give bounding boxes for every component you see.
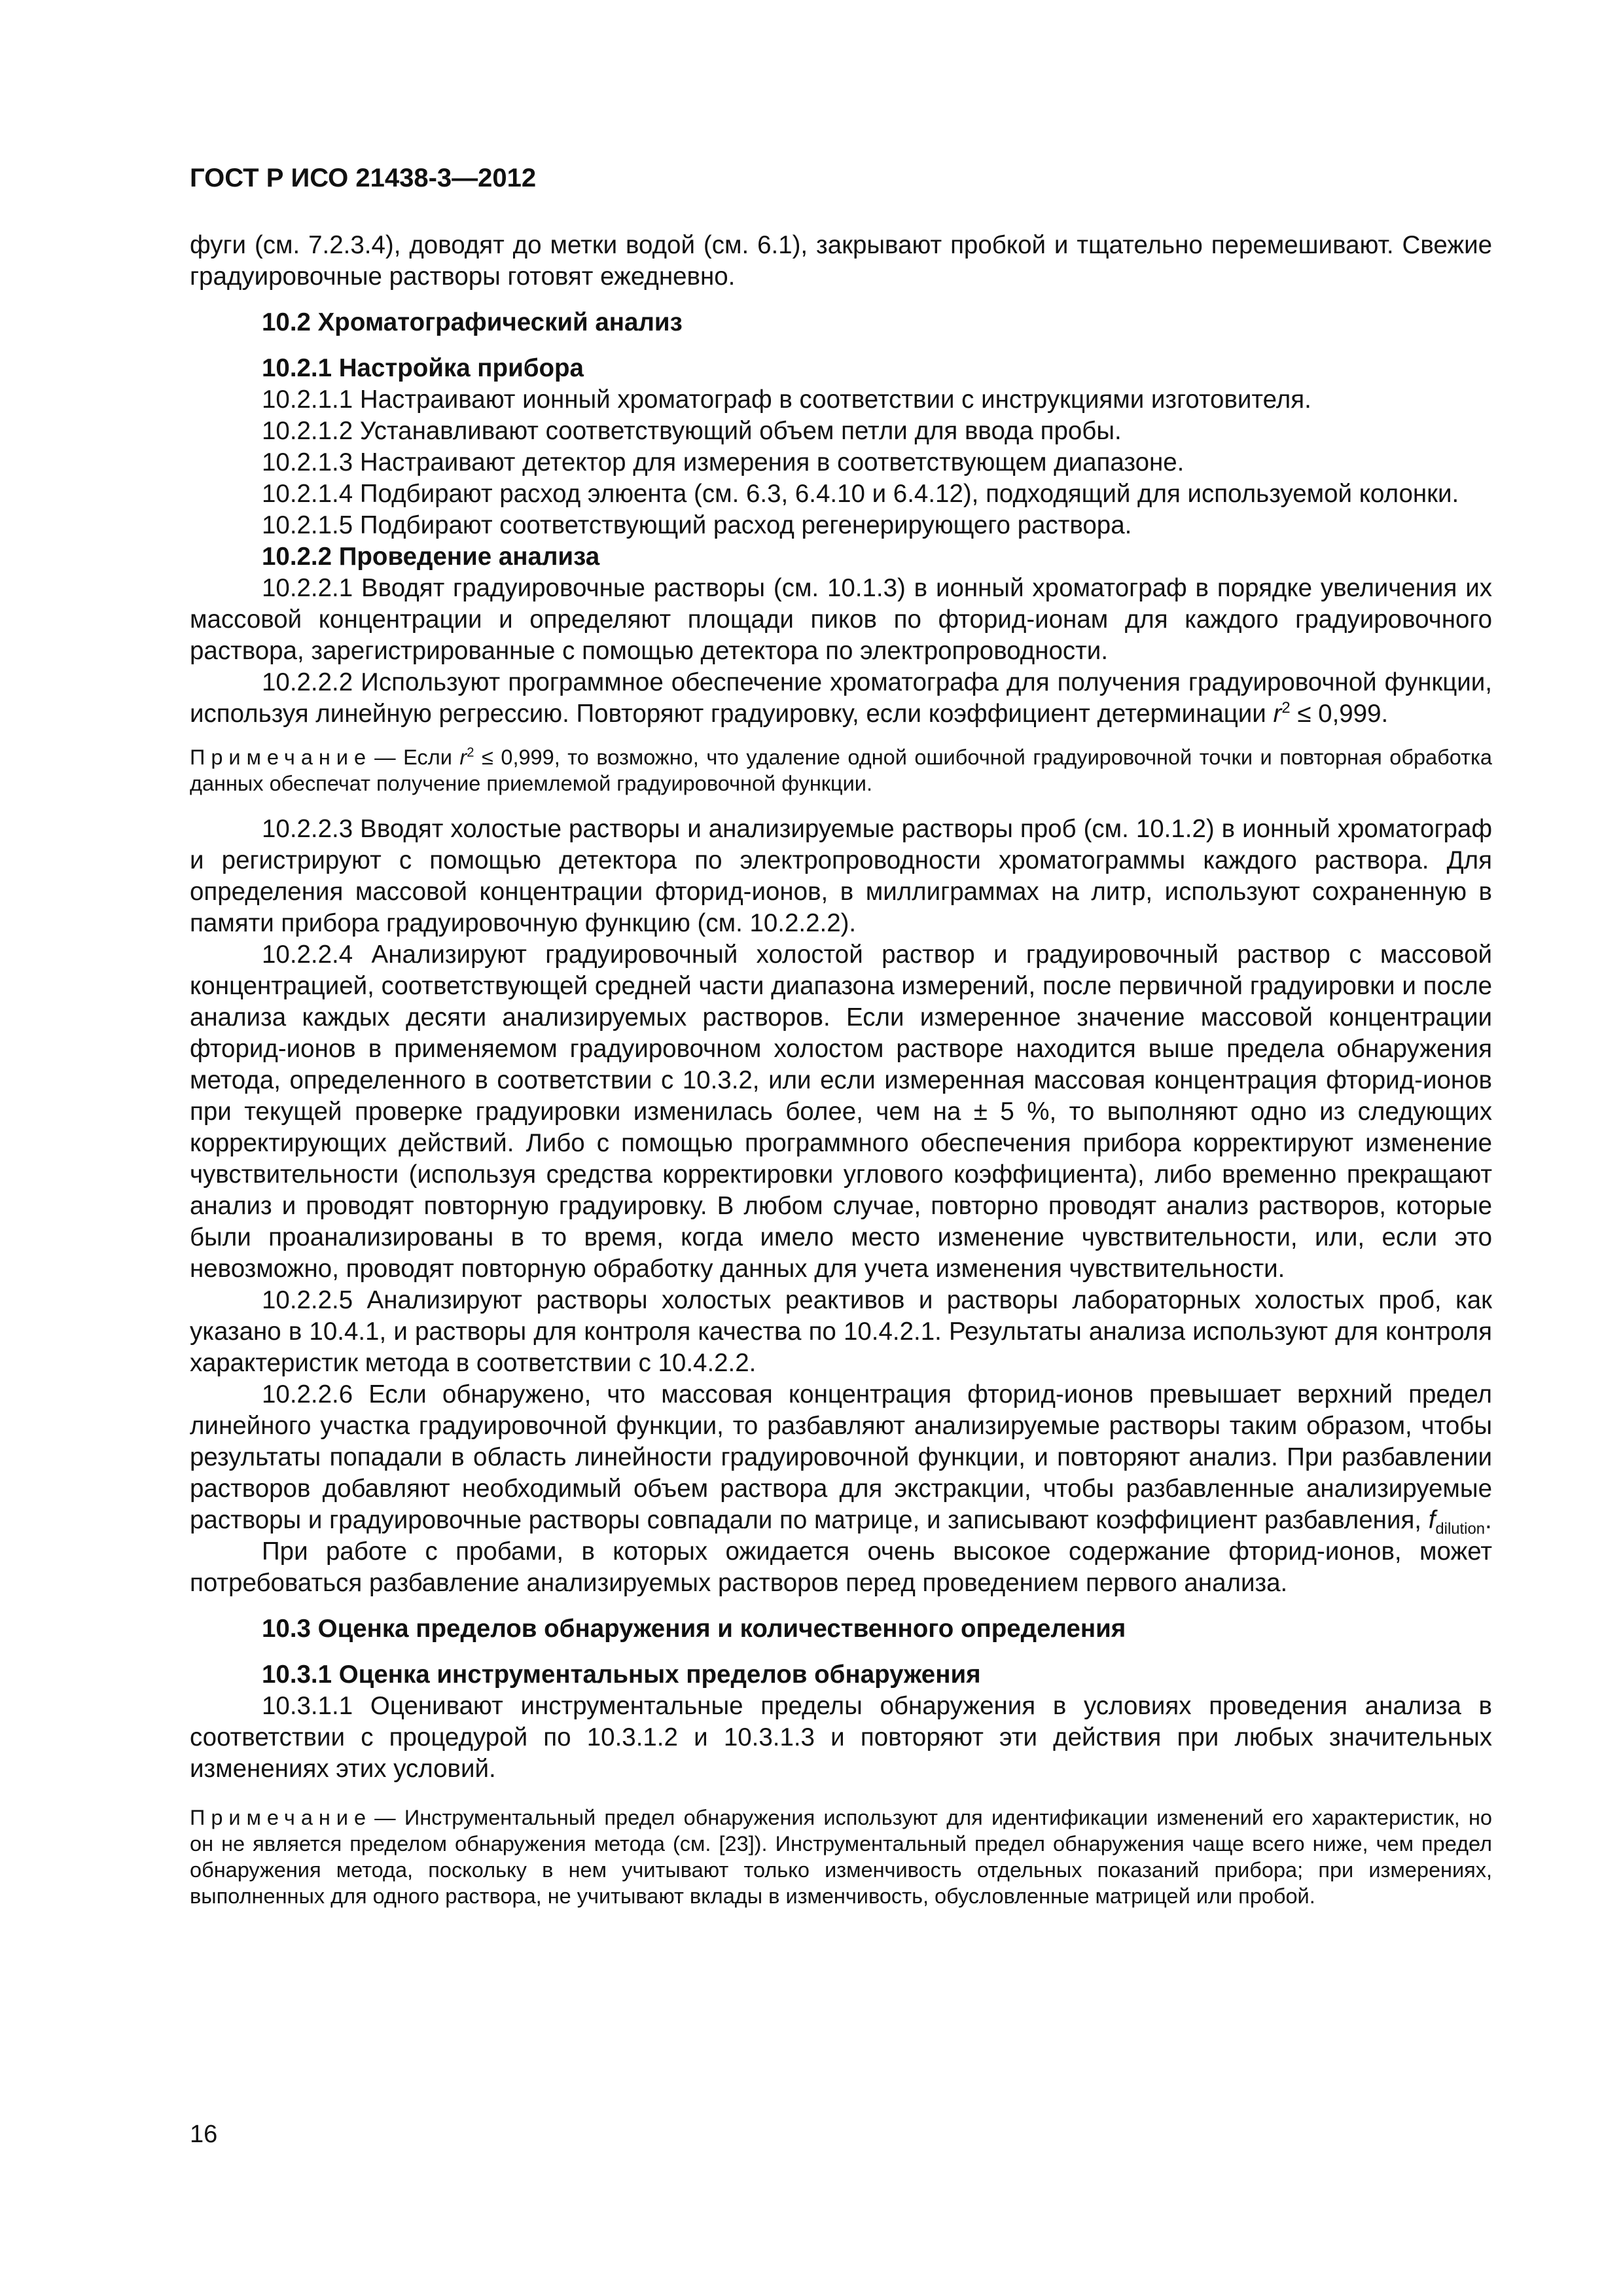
paragraph-continuation: фуги (см. 7.2.3.4), доводят до метки водой (см. 6.1), закрывают пробкой и тщательно перемешивают. Свежие градуировочные растворы готовят ежедневно. bbox=[190, 231, 1492, 291]
note-1-label: Примечание bbox=[190, 745, 372, 769]
note-1-dash: — Если bbox=[374, 745, 452, 769]
section-heading-10-2: 10.2 Хроматографический анализ bbox=[262, 308, 683, 336]
section-heading-10-2-1: 10.2.1 Настройка прибора bbox=[262, 354, 584, 382]
f-end: . bbox=[1485, 1506, 1492, 1534]
r-condition: ≤ 0,999. bbox=[1297, 700, 1389, 728]
note-1 bbox=[190, 744, 1492, 797]
paragraph-10-2-1-4: 10.2.1.4 Подбирают расход элюента (см. 6.3, 6.4.10 и 6.4.12), подходящий для используемой колонки. bbox=[262, 480, 1459, 508]
section-heading-10-3-1: 10.3.1 Оценка инструментальных пределов обнаружения bbox=[262, 1660, 981, 1689]
paragraph-10-2-1-2: 10.2.1.2 Устанавливают соответствующий объем петли для ввода пробы. bbox=[262, 417, 1122, 445]
paragraph-10-2-2-5: 10.2.2.5 Анализируют растворы холостых реактивов и растворы лабораторных холостых проб, как указано в 10.4.1, и растворы для контроля качества по 10.4.2.1. Результаты анализа используют для контроля характеристик метода в соответствии с 10.4.2.2. bbox=[190, 1286, 1492, 1377]
document-body bbox=[190, 230, 1492, 1909]
paragraph-high-content: При работе с пробами, в которых ожидается очень высокое содержание фторид-ионов, может потребоваться разбавление анализируемых растворов перед проведением первого анализа. bbox=[190, 1537, 1492, 1597]
paragraph-10-3-1-1: 10.3.1.1 Оценивают инструментальные пределы обнаружения в условиях проведения анализа в соответствии с процедурой по 10.3.1.2 и 10.3.1.3 и повторяют эти действия при любых значительных изменениях этих условий. bbox=[190, 1692, 1492, 1783]
document-header: ГОСТ Р ИСО 21438-3—2012 bbox=[190, 164, 537, 192]
paragraph-10-2-1-5: 10.2.1.5 Подбирают соответствующий расход регенерирующего раствора. bbox=[262, 511, 1132, 539]
page-number: 16 bbox=[190, 2121, 218, 2148]
note-1-text: ≤ 0,999, то возможно, что удаление одной ошибочной градуировочной точки и повторная обработка данных обеспечат получение приемлемой градуировочной функции. bbox=[190, 745, 1492, 795]
note-2 bbox=[190, 1804, 1492, 1909]
f-symbol: f bbox=[1428, 1506, 1436, 1534]
paragraph-10-2-2-1: 10.2.2.1 Вводят градуировочные растворы (см. 10.1.3) в ионный хроматограф в порядке увеличения их массовой концентрации и определяют площади пиков по фторид-ионам для каждого градуировочного раствора, зарегистрированные с помощью детектора по электропроводности. bbox=[190, 574, 1492, 665]
paragraph-10-2-1-3: 10.2.1.3 Настраивают детектор для измерения в соответствующем диапазоне. bbox=[262, 448, 1185, 476]
section-heading-10-2-2: 10.2.2 Проведение анализа bbox=[262, 543, 600, 571]
paragraph-10-2-2-2 bbox=[190, 667, 1492, 730]
paragraph-10-2-2-2-text: 10.2.2.2 Используют программное обеспечение хроматографа для получения градуировочной функции, используя линейную регрессию. Повторяют градуировку, если коэффициент детерминации bbox=[190, 668, 1492, 728]
paragraph-10-2-2-6 bbox=[190, 1379, 1492, 1536]
note-2-label: Примечание bbox=[190, 1806, 372, 1829]
paragraph-10-2-2-4: 10.2.2.4 Анализируют градуировочный холостой раствор и градуировочный раствор с массовой концентрацией, соответствующей средней части диапазона измерений, после первичной градуировки и после анализа каждых десяти анализируемых растворов. Если измеренное значение массовой концентрации фторид-ионов в применяемом градуировочном холостом растворе находится выше предела обнаружения метода, определенного в соответствии с 10.3.2, или если измеренная массовая концентрация фторид-ионов при текущей проверке градуировки изменилась более, чем на ± 5 %, то выполняют одно из следующих корректирующих действий. Либо с помощью программного обеспечения прибора корректируют изменение чувствительности (используя средства корректировки углового коэффициента), либо временно прекращают анализ и проводят повторную градуировку. В любом случае, повторно проводят анализ растворов, которые были проанализированы в то время, когда имело место изменение чувствительности, или, если это невозможно, проводят повторную обработку данных для учета изменения чувствительности. bbox=[190, 941, 1492, 1283]
paragraph-10-2-2-6-text: 10.2.2.6 Если обнаружено, что массовая концентрация фторид-ионов превышает верхний предел линейного участка градуировочной функции, то разбавляют анализируемые растворы таким образом, чтобы результаты попадали в область линейности градуировочной функции, и повторяют анализ. При разбавлении растворов добавляют необходимый объем раствора для экстракции, чтобы разбавленные анализируемые растворы и градуировочные растворы совпадали по матрице, и записывают коэффициент разбавления, bbox=[190, 1380, 1492, 1534]
paragraph-10-2-1-1: 10.2.1.1 Настраивают ионный хроматограф в соответствии с инструкциями изготовителя. bbox=[262, 386, 1311, 414]
document-page bbox=[190, 164, 1492, 1926]
section-heading-10-3: 10.3 Оценка пределов обнаружения и количественного определения bbox=[262, 1615, 1126, 1643]
r-symbol: r bbox=[1273, 700, 1282, 728]
r-exponent: 2 bbox=[1281, 699, 1291, 717]
note-2-text: — Инструментальный предел обнаружения используют для идентификации изменений его характеристик, но он не является пределом обнаружения метода (см. [23]). Инструментальный предел обнаружения чаще всего ниже, чем предел обнаружения метода, поскольку в нем учитывают только изменчивость отдельных показаний прибора; при измерениях, выполненных для одного раствора, не учитывают вклады в изменчивость, обусловленные матрицей или пробой. bbox=[190, 1806, 1492, 1908]
paragraph-10-2-2-3: 10.2.2.3 Вводят холостые растворы и анализируемые растворы проб (см. 10.1.2) в ионный хроматограф и регистрируют с помощью детектора по электропроводности хроматограммы каждого раствора. Для определения массовой концентрации фторид-ионов, в миллиграммах на литр, используют сохраненную в памяти прибора градуировочную функцию (см. 10.2.2.2). bbox=[190, 815, 1492, 937]
note-1-r-exponent: 2 bbox=[467, 745, 474, 761]
note-1-r-symbol: r bbox=[459, 745, 467, 769]
f-subscript: dilution bbox=[1435, 1520, 1486, 1538]
